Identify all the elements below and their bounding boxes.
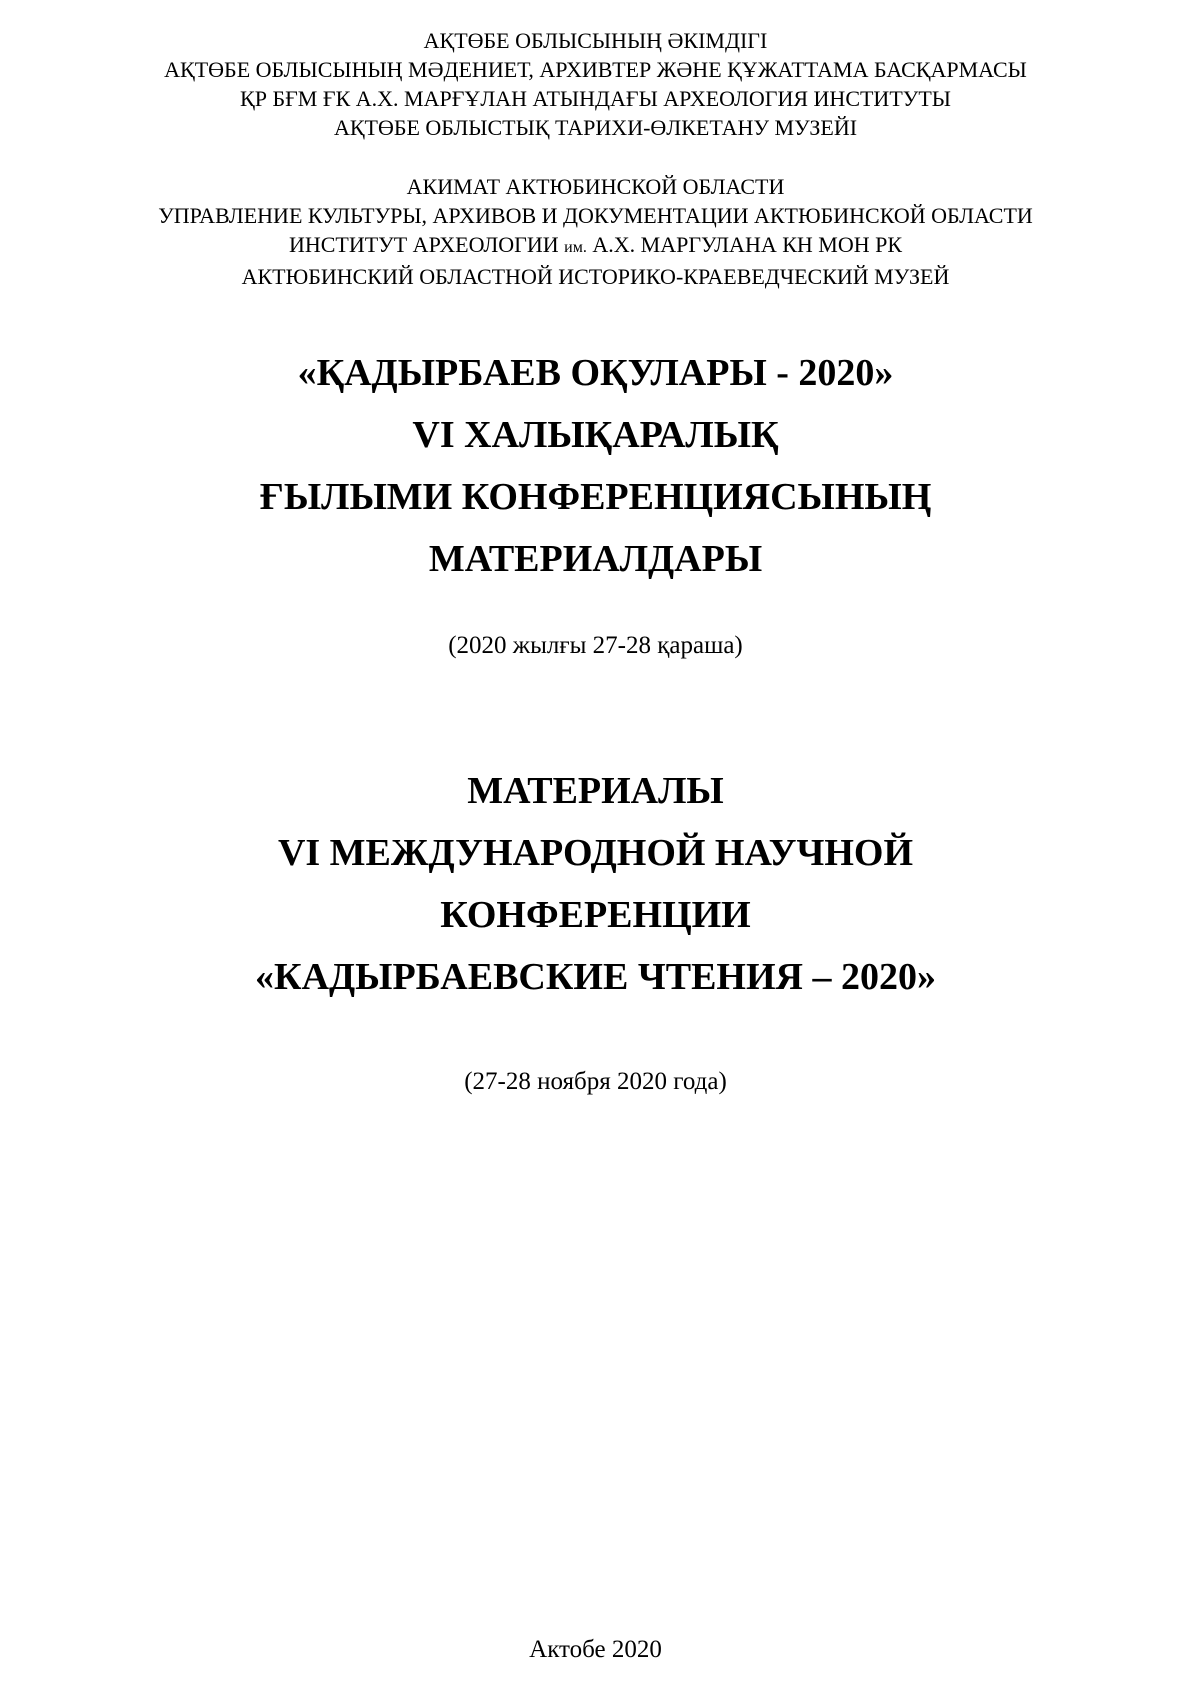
place-and-year: Актобе 2020 (529, 1636, 662, 1663)
organizer-line: УПРАВЛЕНИЕ КУЛЬТУРЫ, АРХИВОВ И ДОКУМЕНТАЦИИ АКТЮБИНСКОЙ ОБЛАСТИ (158, 203, 1033, 228)
title-line: МАТЕРИАЛЫ (467, 770, 724, 812)
title-line: VI МЕЖДУНАРОДНОЙ НАУЧНОЙ (277, 832, 914, 874)
organizer-line-part: А.Х. МАРГУЛАНА КН МОН РК (586, 232, 903, 257)
organizer-line-part-small: им. (564, 239, 587, 256)
organizer-line (0, 230, 1191, 262)
organizer-line: АҚТӨБЕ ОБЛЫСТЫҚ ТАРИХИ-ӨЛКЕТАНУ МУЗЕЙІ (333, 115, 858, 140)
title-line: «КАДЫРБАЕВСКИЕ ЧТЕНИЯ – 2020» (255, 956, 936, 998)
conference-date-russian: (27-28 ноября 2020 года) (464, 1068, 727, 1095)
title-line: ҒЫЛЫМИ КОНФЕРЕНЦИЯСЫНЫҢ (259, 476, 932, 518)
organizer-line: АКТЮБИНСКИЙ ОБЛАСТНОЙ ИСТОРИКО-КРАЕВЕДЧЕСКИЙ МУЗЕЙ (241, 264, 950, 289)
title-line: «ҚАДЫРБАЕВ ОҚУЛАРЫ - 2020» (297, 352, 894, 394)
organizer-line: АҚТӨБЕ ОБЛЫСЫНЫҢ ӘКІМДІГІ (423, 28, 768, 53)
organizers-kazakh (0, 26, 1191, 142)
organizer-line: ҚР БҒМ ҒК А.Х. МАРҒҰЛАН АТЫНДАҒЫ АРХЕОЛОГИЯ ИНСТИТУТЫ (240, 86, 951, 111)
conference-date-kazakh: (2020 жылғы 27-28 қараша) (448, 632, 743, 659)
conference-title-russian (0, 760, 1191, 1008)
organizer-line: АКИМАТ АКТЮБИНСКОЙ ОБЛАСТИ (406, 174, 785, 199)
title-line: МАТЕРИАЛДАРЫ (428, 538, 763, 580)
organizers-russian (0, 172, 1191, 291)
organizer-line: АҚТӨБЕ ОБЛЫСЫНЫҢ МӘДЕНИЕТ, АРХИВТЕР ЖӘНЕ ҚҰЖАТТАМА БАСҚАРМАСЫ (164, 57, 1027, 82)
conference-title-kazakh (0, 342, 1191, 590)
organizer-line-part: ИНСТИТУТ АРХЕОЛОГИИ (288, 232, 565, 257)
title-line: VI ХАЛЫҚАРАЛЫҚ (412, 414, 779, 456)
title-line: КОНФЕРЕНЦИИ (440, 894, 751, 936)
